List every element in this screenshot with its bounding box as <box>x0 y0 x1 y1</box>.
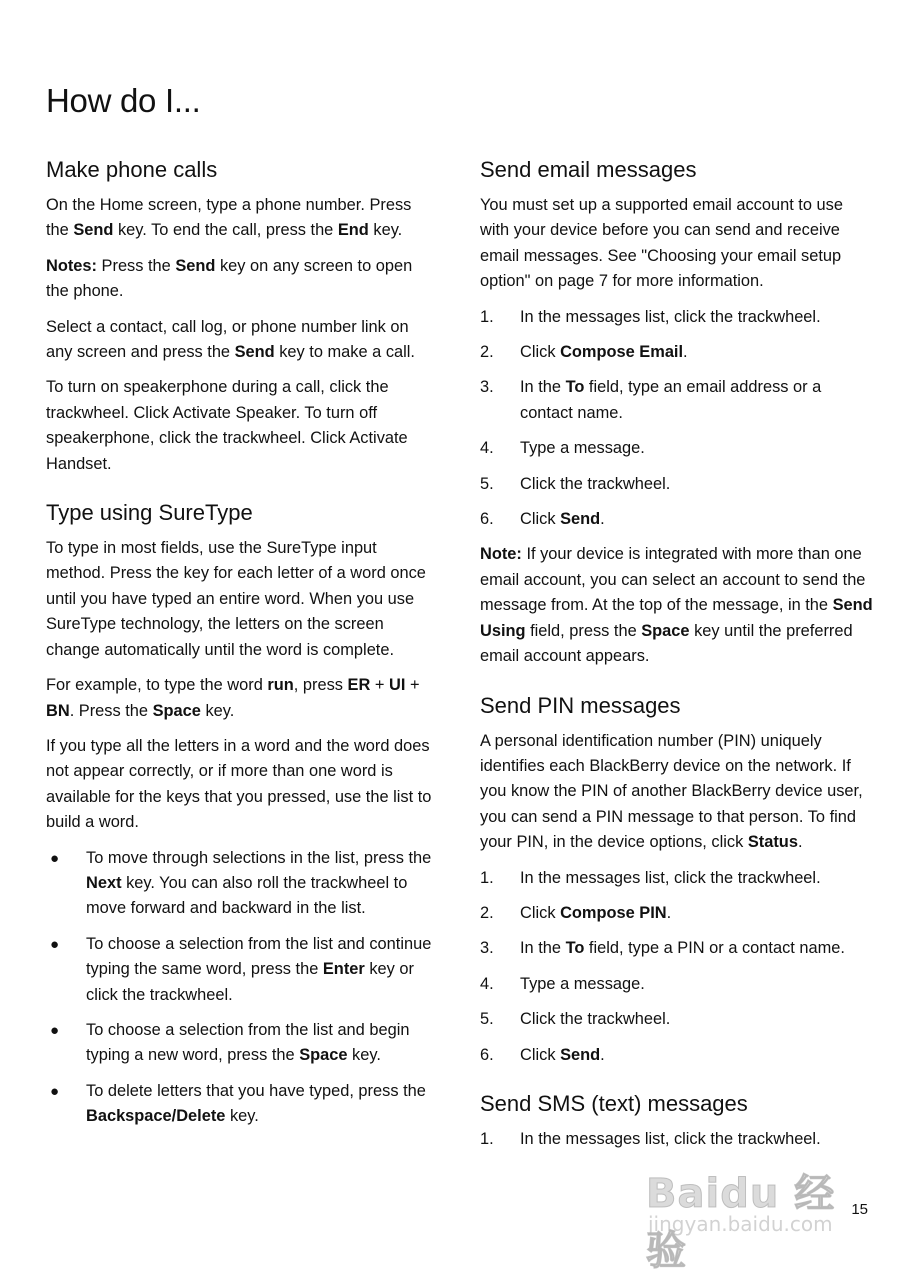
numbered-list <box>480 866 874 1068</box>
paragraph: To type in most fields, use the SureType input method. Press the key for each letter of a word once until you have typed an entire word. When you use SureType technology, the letters on the screen change automatically until the word is complete. <box>46 539 426 659</box>
note-paragraph: Note: If your device is integrated with more than one email account, you can select an account to send the message from. At the top of the message, in the Send Using field, press the Space key until the preferred email account appears. <box>480 545 873 666</box>
page-number: 15 <box>851 1201 868 1218</box>
list-item: 6. Click Send. <box>480 1045 605 1064</box>
bullet-icon: ● <box>50 935 60 953</box>
paragraph: For example, to type the word run, press ER + UI + BN. Press the Space key. <box>46 676 420 720</box>
list-item: ● To choose a selection from the list and continue typing the same word, press the Enter key or click the trackwheel. <box>46 932 438 1008</box>
numbered-list <box>480 305 874 533</box>
bullet-list <box>46 846 438 1130</box>
paragraph: If you type all the letters in a word and the word does not appear correctly, or if more than one word is available for the keys that you pressed, use the list to build a word. <box>46 736 432 832</box>
section-type-using-suretype <box>46 499 438 1130</box>
list-item: 1. In the messages list, click the trackwheel. <box>480 868 821 887</box>
section-heading: Make phone calls <box>46 157 218 182</box>
list-item: 3. In the To field, type a PIN or a contact name. <box>480 939 845 958</box>
numbered-list <box>480 1127 874 1152</box>
watermark-brand: Baidu 经验 <box>646 1171 836 1274</box>
section-heading: Send email messages <box>480 157 697 182</box>
list-item: ● To move through selections in the list, press the Next key. You can also roll the trackwheel to move forward and backward in the list. <box>46 846 438 922</box>
left-column <box>46 156 438 1152</box>
section-heading: Send PIN messages <box>480 692 681 718</box>
list-item: 5. Click the trackwheel. <box>480 474 671 493</box>
page-title: How do I... <box>46 82 201 119</box>
paragraph: Select a contact, call log, or phone number link on any screen and press the Send key to make a call. <box>46 317 415 362</box>
notes-paragraph: Notes: Press the Send key on any screen to open the phone. <box>46 256 413 301</box>
list-item: 2. Click Compose Email. <box>480 343 688 362</box>
list-item: 1. In the messages list, click the trackwheel. <box>480 1129 821 1148</box>
section-send-email-messages <box>480 156 874 670</box>
section-send-sms-messages <box>480 1090 874 1152</box>
list-item: 1. In the messages list, click the trackwheel. <box>480 307 821 326</box>
bullet-icon: ● <box>50 1082 60 1100</box>
right-column <box>480 156 874 1174</box>
bullet-icon: ● <box>50 1021 60 1039</box>
list-item: 6. Click Send. <box>480 510 605 529</box>
paragraph: A personal identification number (PIN) uniquely identifies each BlackBerry device on the network. If you know the PIN of another BlackBerry device user, you can send a PIN message to that person. To find your PIN, in the device options, click Status. <box>480 731 863 852</box>
watermark-url: jingyan.baidu.com <box>648 1212 833 1236</box>
paragraph: On the Home screen, type a phone number. Press the Send key. To end the call, press the End key. <box>46 196 412 240</box>
paragraph: To turn on speakerphone during a call, click the trackwheel. Click Activate Speaker. To turn off speakerphone, click the trackwheel. Click Activate Handset. <box>46 378 408 473</box>
section-heading: Type using SureType <box>46 500 253 526</box>
list-item: 2. Click Compose PIN. <box>480 903 672 922</box>
list-item: ● To choose a selection from the list and begin typing a new word, press the Space key. <box>46 1018 438 1069</box>
section-make-phone-calls <box>46 156 438 477</box>
bullet-icon: ● <box>50 849 60 867</box>
list-item: 4. Type a message. <box>480 439 645 458</box>
list-item: 5. Click the trackwheel. <box>480 1010 671 1029</box>
section-heading: Send SMS (text) messages <box>480 1090 748 1116</box>
section-send-pin-messages <box>480 692 874 1068</box>
list-item: 4. Type a message. <box>480 974 645 993</box>
list-item: 3. In the To field, type an email address or a contact name. <box>480 378 822 422</box>
list-item: ● To delete letters that you have typed, press the Backspace/Delete key. <box>46 1079 438 1130</box>
paragraph: You must set up a supported email account to use with your device before you can send and receive email messages. See "Choosing your email setup option" on page 7 for more information. <box>480 196 843 291</box>
